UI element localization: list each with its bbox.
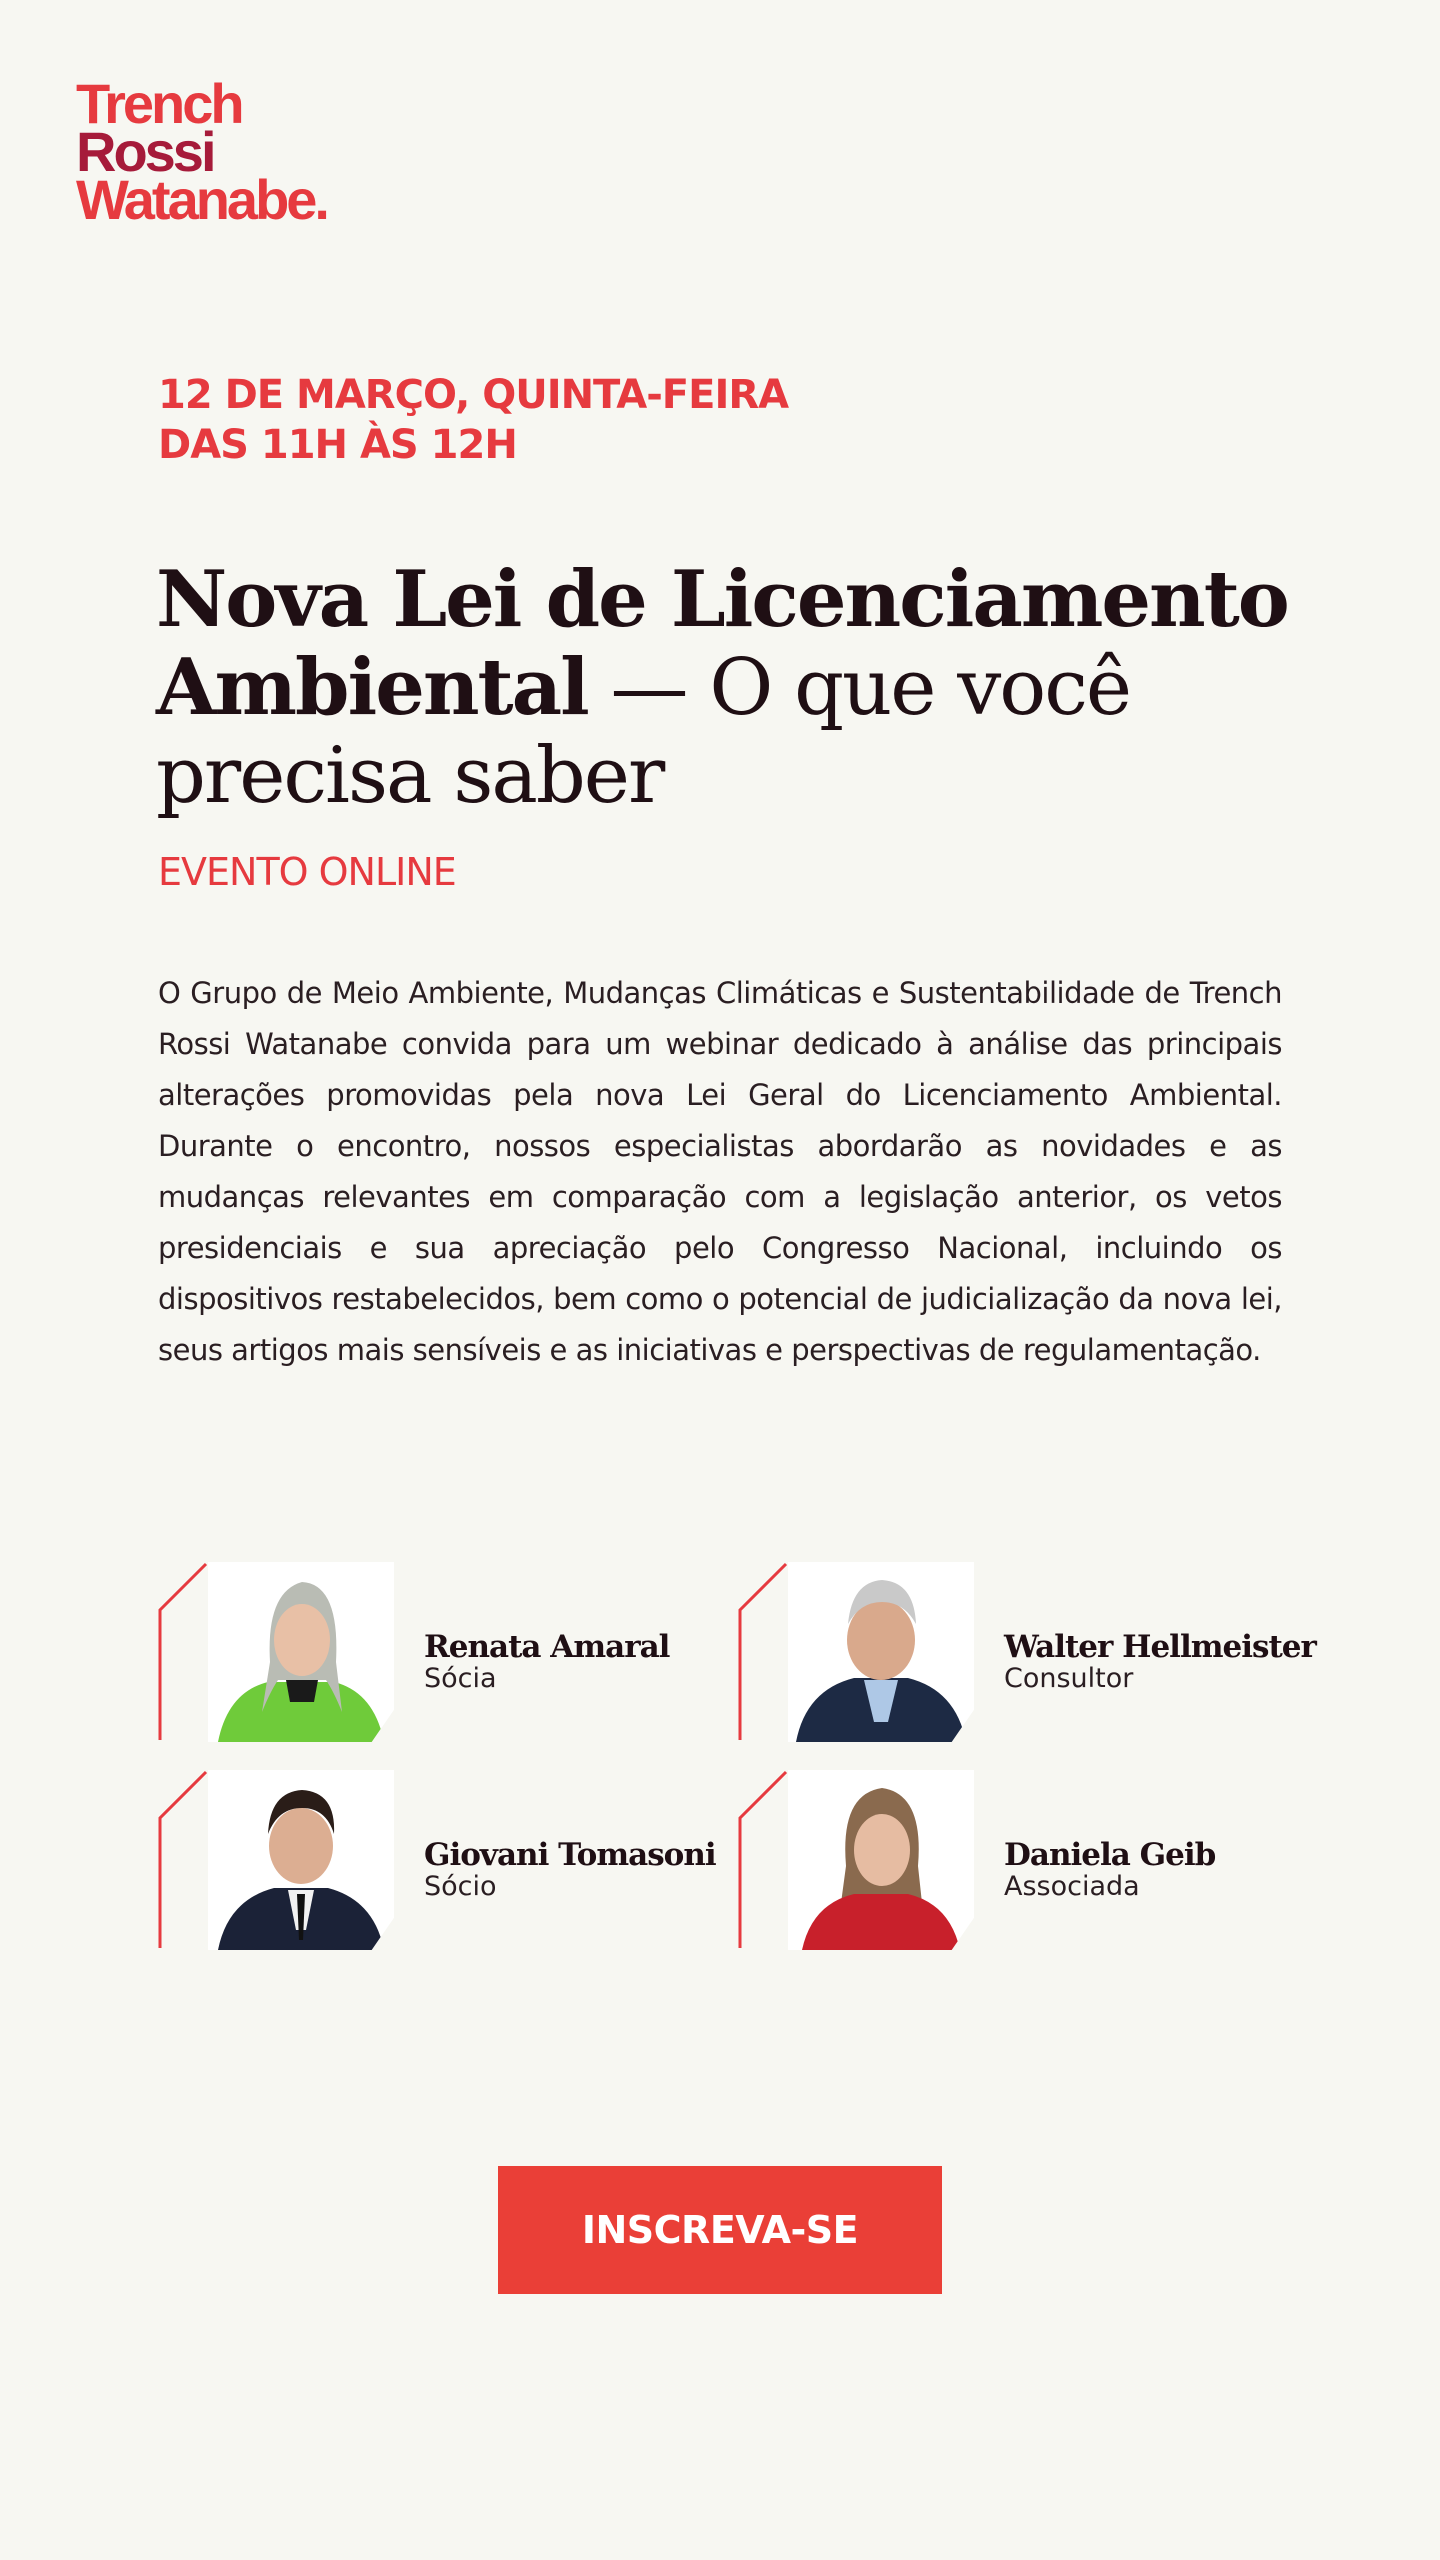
speaker-info xyxy=(424,1838,716,1902)
register-button[interactable]: INSCREVA-SE xyxy=(498,2166,942,2294)
speaker-name: Walter Hellmeister xyxy=(1004,1629,1316,1665)
event-title-bold-line2: Ambiental xyxy=(156,642,588,733)
event-time: DAS 11H ÀS 12H xyxy=(158,422,517,468)
logo-dot: . xyxy=(314,168,327,231)
speaker-name: Giovani Tomasoni xyxy=(424,1837,716,1873)
logo-line-watanabe xyxy=(76,168,327,231)
event-datetime xyxy=(158,370,788,470)
speaker-name: Daniela Geib xyxy=(1004,1837,1216,1873)
speaker-card xyxy=(158,1770,718,1950)
speaker-info xyxy=(424,1630,669,1694)
speaker-card xyxy=(738,1770,1298,1950)
speaker-photo-avatar xyxy=(208,1562,394,1742)
speaker-photo-avatar xyxy=(788,1562,974,1742)
speaker-role: Sócia xyxy=(424,1663,497,1694)
event-description: O Grupo de Meio Ambiente, Mudanças Climáticas e Sustentabilidade de Trench Rossi Watanabe convida para um webinar dedicado à análise das principais alterações promovidas pela nova Lei Geral do Licenciamento Ambiental. Durante o encontro, nossos especialistas abordarão as novidades e as mudanças relevantes em comparação com a legislação anterior, os vetos presidenciais e sua apreciação pelo Congresso Nacional, incluindo os dispositivos restabelecidos, bem como o potencial de judicialização da nova lei, seus artigos mais sensíveis e as iniciativas e perspectivas de regulamentação. xyxy=(158,976,1282,1367)
logo-line-rossi: Rossi xyxy=(76,120,214,183)
logo-watanabe-text: Watanabe xyxy=(76,168,315,231)
speaker-info xyxy=(1004,1838,1215,1902)
speaker-name: Renata Amaral xyxy=(424,1629,670,1665)
event-title-regular-line3: precisa saber xyxy=(156,731,664,821)
event-title-regular-line2: — O que você xyxy=(587,643,1131,733)
speaker-photo-avatar xyxy=(788,1770,974,1950)
event-date: 12 DE MARÇO, QUINTA-FEIRA xyxy=(158,372,789,418)
logo-line-trench: Trench xyxy=(76,72,242,135)
event-title xyxy=(156,556,1336,820)
speaker-role: Consultor xyxy=(1004,1663,1134,1694)
event-title-bold-line1: Nova Lei de Licenciamento xyxy=(156,554,1288,645)
speaker-photo-avatar xyxy=(208,1770,394,1950)
speaker-info xyxy=(1004,1630,1316,1694)
speaker-role: Associada xyxy=(1004,1871,1140,1902)
speaker-card xyxy=(738,1562,1316,1742)
event-format-label: EVENTO ONLINE xyxy=(158,850,456,894)
speaker-card xyxy=(158,1562,718,1742)
trench-rossi-watanabe-logo xyxy=(76,72,327,231)
speaker-role: Sócio xyxy=(424,1871,497,1902)
